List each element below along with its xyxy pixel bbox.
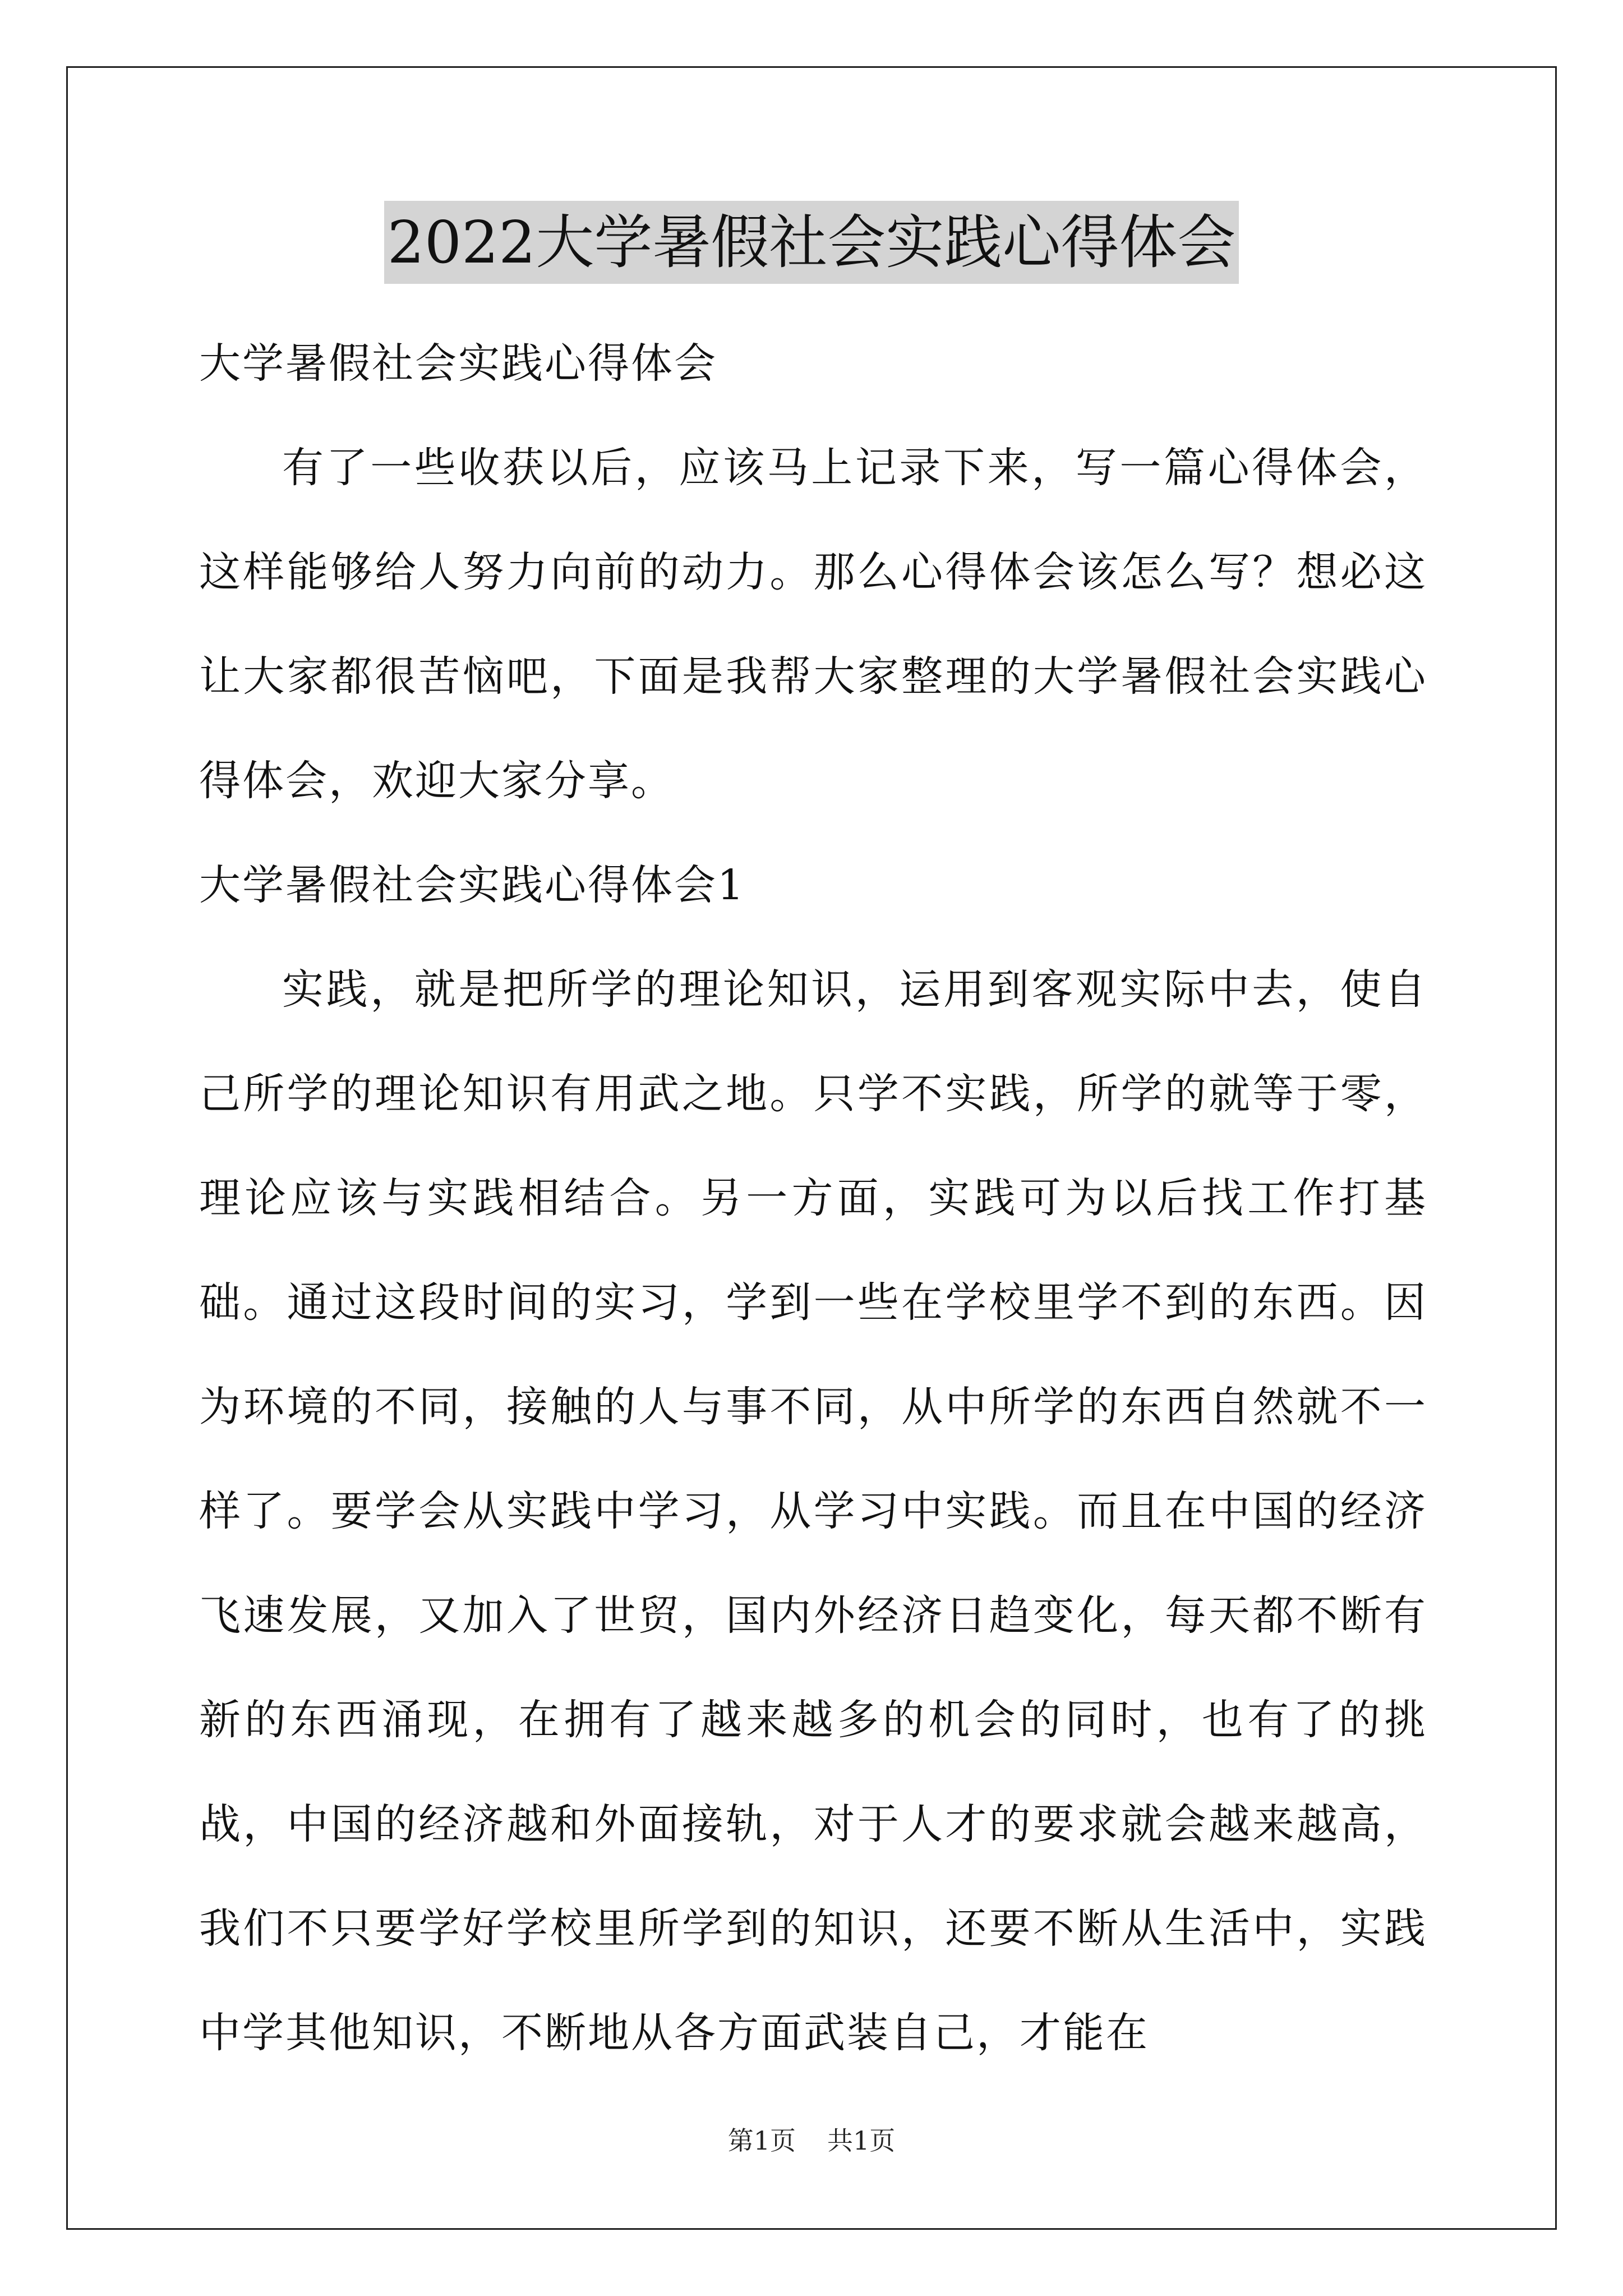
page-number: 第1页 <box>727 2125 796 2156</box>
page-footer <box>0 2120 1623 2157</box>
body-paragraph: 有了一些收获以后，应该马上记录下来，写一篇心得体会，这样能够给人努力向前的动力。那么心得体会该怎么写？想必这让大家都很苦恼吧，下面是我帮大家整理的大学暑假社会实践心得体会，欢迎大家分享。 <box>199 444 1427 805</box>
title-container <box>0 201 1623 284</box>
document-title: 2022大学暑假社会实践心得体会 <box>384 201 1239 284</box>
page-total: 共1页 <box>827 2125 896 2156</box>
body-paragraph: 实践，就是把所学的理论知识，运用到客观实际中去，使自己所学的理论知识有用武之地。只学不实践，所学的就等于零，理论应该与实践相结合。另一方面，实践可为以后找工作打基础。通过这段时间的实习，学到一些在学校里学不到的东西。因为环境的不同，接触的人与事不同，从中所学的东西自然就不一样了。要学会从实践中学习，从学习中实践。而且在中国的经济飞速发展，又加入了世贸，国内外经济日趋变化，每天都不断有新的东西涌现，在拥有了越来越多的机会的同时，也有了的挑战，中国的经济越和外面接轨，对于人才的要求就会越来越高，我们不只要学好学校里所学到的知识，还要不断从生活中，实践中学其他知识，不断地从各方面武装自己，才能在 <box>199 965 1427 2057</box>
section-heading: 大学暑假社会实践心得体会1 <box>199 861 746 909</box>
document-body <box>199 311 1427 2085</box>
section-heading: 大学暑假社会实践心得体会 <box>199 339 717 388</box>
